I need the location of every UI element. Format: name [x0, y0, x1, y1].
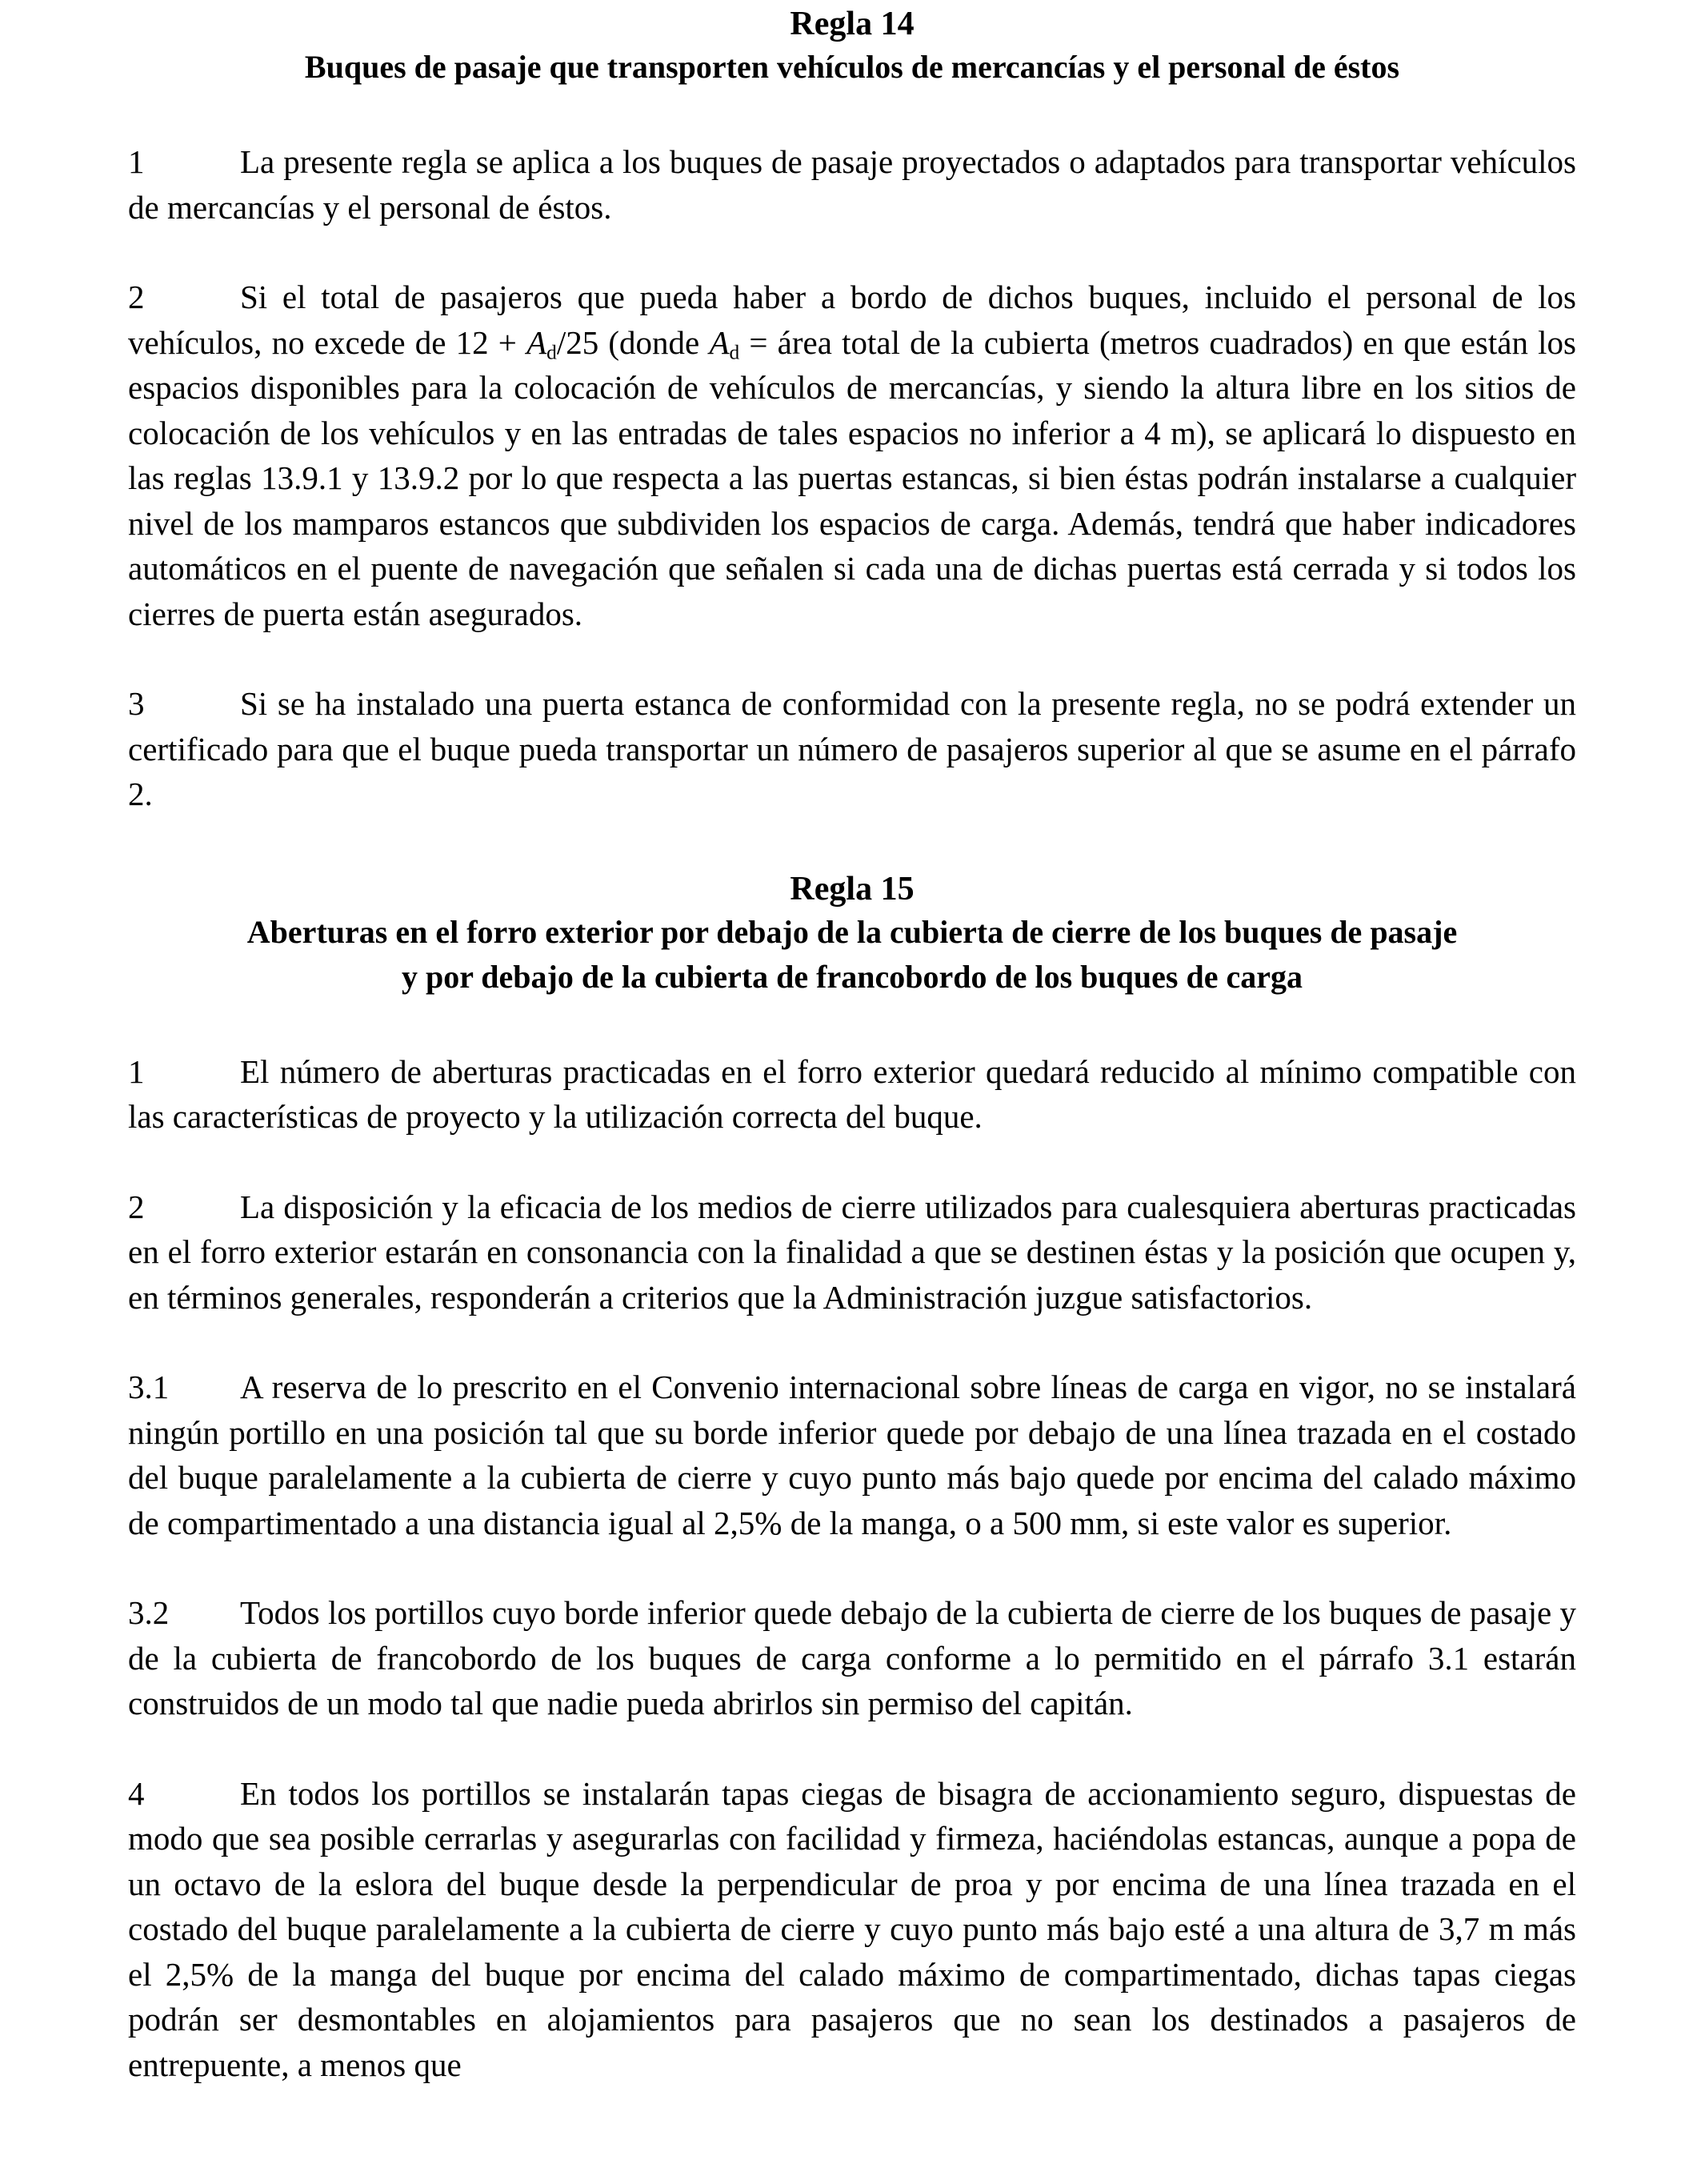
paragraph-text: Si se ha instalado una puerta estanca de conformidad con la presente regla, no se podrá extender un certificado para que el buque pueda transportar un número de pasajeros superior al que se asume en el párrafo 2.: [128, 685, 1576, 812]
paragraph-number: 3.1: [128, 1369, 170, 1405]
paragraph-number: 3.2: [128, 1594, 170, 1631]
area-variable: A: [526, 323, 547, 361]
area-variable: A: [709, 323, 730, 361]
section-subtitle: Buques de pasaje que transporten vehículos de mercancías y el personal de éstos: [304, 49, 1400, 85]
area-subscript: d: [729, 340, 740, 363]
paragraph-text: La disposición y la eficacia de los medios de cierre utilizados para cualesquiera aberturas practicadas en el forro exterior estarán en consonancia con la finalidad a que se destinen éstas y la posición que ocupen y, en términos generales, responderán a criterios que la Administración juzgue satisfactorios.: [128, 1188, 1576, 1316]
paragraph-text: A reserva de lo prescrito en el Convenio internacional sobre líneas de carga en vigor, no se instalará ningún portillo en una posición tal que su borde inferior quede por debajo de una línea trazada en el costado del buque paralelamente a la cubierta de cierre y cuyo punto más bajo quede por encima del calado máximo de compartimentado a una distancia igual al 2,5% de la manga, o a 500 mm, si este valor es superior.: [128, 1369, 1576, 1541]
section-title: Regla 14: [790, 6, 915, 42]
paragraph-number: 1: [128, 143, 145, 180]
paragraph-text: Todos los portillos cuyo borde inferior quede debajo de la cubierta de cierre de los buques de pasaje y de la cubierta de francobordo de los buques de carga conforme a lo permitido en el párrafo 3.1 estarán construidos de un modo tal que nadie pueda abrirlos sin permiso del capitán.: [128, 1594, 1576, 1721]
paragraph-number: 2: [128, 1188, 145, 1225]
paragraph: [128, 1364, 1576, 1545]
section-subtitle: Aberturas en el forro exterior por debajo de la cubierta de cierre de los buques de pasaje: [246, 913, 1458, 950]
paragraph: [128, 275, 1576, 636]
paragraph-number: 4: [128, 1774, 145, 1812]
document-page: [128, 0, 1576, 2087]
paragraph: [128, 139, 1576, 230]
paragraph-number: 1: [128, 1052, 145, 1090]
paragraph: [128, 681, 1576, 817]
paragraph-text-part: = área total de la cubierta (metros cuadrados) en que están los espacios disponibles para la colocación de vehículos de mercancías, y siendo la altura libre en los sitios de colocación de los vehículos y en las entradas de tales espacios no inferior a 4 m), se aplicará lo dispuesto en las reglas 13.9.1 y 13.9.2 por lo que respecta a las puertas estancas, si bien éstas podrán instalarse a cualquier nivel de los mamparos estancos que subdividen los espacios de carga. Además, tendrá que haber indicadores automáticos en el puente de navegación que señalen si cada una de dichas puertas está cerrada y si todos los cierres de puerta están asegurados.: [128, 323, 1576, 632]
paragraph-number: 3: [128, 685, 145, 722]
section-subtitle: y por debajo de la cubierta de francobordo de los buques de carga: [402, 958, 1303, 995]
paragraph: [128, 1184, 1576, 1320]
paragraph: [128, 1771, 1576, 2088]
paragraph-text: El número de aberturas practicadas en el forro exterior quedará reducido al mínimo compatible con las características de proyecto y la utilización correcta del buque.: [128, 1052, 1576, 1135]
paragraph-text: En todos los portillos se instalarán tapas ciegas de bisagra de accionamiento seguro, dispuestas de modo que sea posible cerrarlas y asegurarlas con facilidad y firmeza, haciéndolas estancas, aunque a popa de un octavo de la eslora del buque desde la perpendicular de proa y por encima de una línea trazada en el costado del buque paralelamente a la cubierta de cierre y cuyo punto más bajo esté a una altura de 3,7 m más el 2,5% de la manga del buque por encima del calado máximo de compartimentado, dichas tapas ciegas podrán ser desmontables en alojamientos para pasajeros que no sean los destinados a pasajeros de entrepuente, a menos que: [128, 1774, 1576, 2083]
paragraph-number: 2: [128, 279, 145, 315]
section-regla-14: [128, 3, 1576, 817]
paragraph-text: La presente regla se aplica a los buques de pasaje proyectados o adaptados para transportar vehículos de mercancías y el personal de éstos.: [128, 143, 1576, 226]
paragraph: [128, 1590, 1576, 1726]
paragraph: [128, 1049, 1576, 1140]
area-subscript: d: [546, 340, 557, 363]
section-title: Regla 15: [790, 870, 915, 908]
paragraph-text-part: Si el total de pasajeros que pueda haber a bordo de dichos buques, incluido el personal de los vehículos, no excede de 12 +: [128, 279, 1576, 361]
paragraph-text-part: /25 (donde: [556, 323, 710, 361]
section-regla-15: [128, 868, 1576, 2088]
